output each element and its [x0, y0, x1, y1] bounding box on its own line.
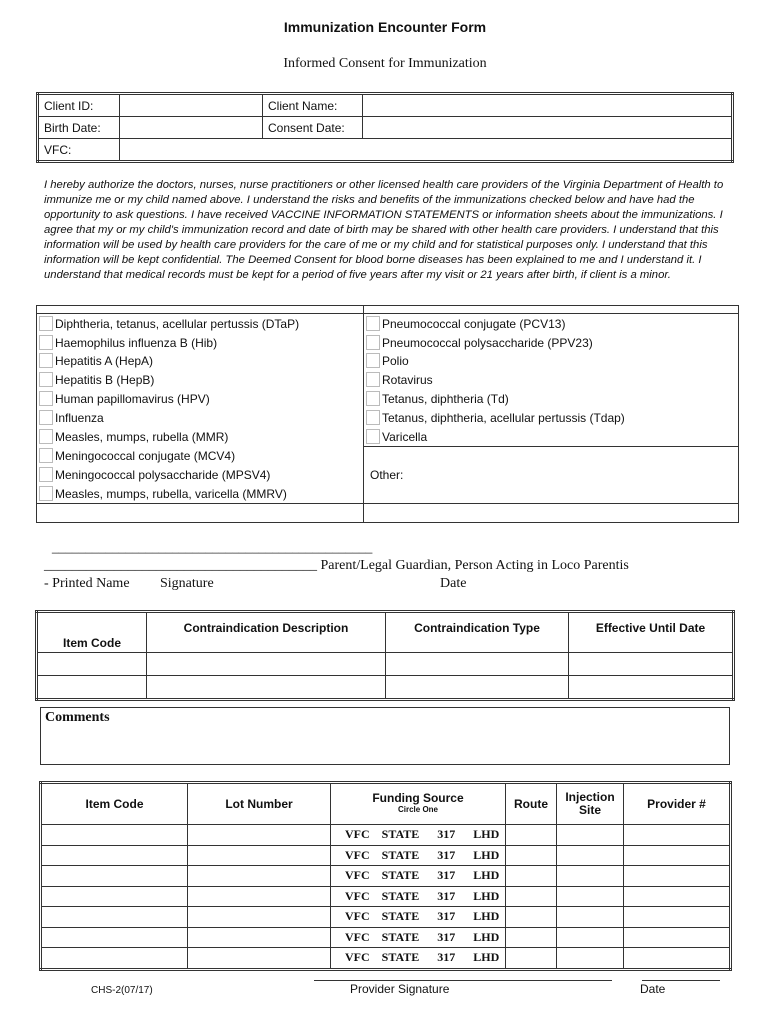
vaccine-label: Rotavirus	[382, 373, 433, 388]
vaccine-label: Measles, mumps, rubella, varicella (MMRV)	[55, 487, 287, 502]
vaccine-row	[37, 408, 364, 427]
type-header: Contraindication Type	[386, 612, 569, 653]
vaccine-row	[37, 333, 364, 352]
description-header: Contraindication Description	[147, 612, 386, 653]
vaccine-label: Haemophilus influenza B (Hib)	[55, 335, 218, 350]
comments-label: Comments	[45, 710, 110, 725]
birth-date-field[interactable]	[120, 117, 263, 139]
vaccine-table-top-right	[364, 306, 739, 314]
checkbox[interactable]	[366, 335, 380, 350]
funding-options[interactable]: VFC STATE 317 LHD	[331, 886, 506, 907]
vaccine-label: Diphtheria, tetanus, acellular pertussis (DTaP)	[55, 316, 300, 331]
provider-signature-line[interactable]	[314, 980, 612, 981]
funding-source-header	[331, 783, 506, 825]
table-row	[37, 676, 734, 700]
table-row	[41, 845, 731, 866]
vaccine-row	[364, 352, 739, 371]
table-row	[41, 886, 731, 907]
date-label: Date	[440, 576, 467, 591]
vaccine-label: Influenza	[55, 410, 104, 425]
vaccine-row	[364, 408, 739, 427]
vfc-field[interactable]	[120, 139, 733, 162]
provider-date-line[interactable]	[642, 980, 720, 981]
vaccine-label: Pneumococcal polysaccharide (PPV23)	[382, 335, 593, 350]
funding-options[interactable]: VFC STATE 317 LHD	[331, 825, 506, 846]
checkbox[interactable]	[366, 316, 380, 331]
vaccine-row	[364, 389, 739, 408]
signature-line-row	[44, 558, 629, 574]
vaccine-row	[37, 314, 364, 333]
checkbox[interactable]	[39, 429, 53, 444]
funding-source-label: Funding Source	[372, 791, 464, 805]
lot-number-header: Lot Number	[188, 783, 331, 825]
checkbox[interactable]	[366, 410, 380, 425]
checkbox[interactable]	[39, 316, 53, 331]
route-header: Route	[506, 783, 557, 825]
client-info-table	[36, 92, 734, 163]
comments-box[interactable]	[40, 707, 730, 765]
vaccine-row	[37, 427, 364, 446]
checkbox[interactable]	[366, 391, 380, 406]
table-row	[41, 825, 731, 846]
checkbox[interactable]	[366, 353, 380, 368]
vaccine-row	[364, 370, 739, 389]
consent-paragraph: I hereby authorize the doctors, nurses, nurse practitioners or other licensed health care providers of the Virginia Department of Health to immunize me or my child named above. I understand the risks and benefits of the immunizations checked below and have had the opportunity to ask questions. I have received VACCINE INFORMATION STATEMENTS or information sheets about the immunizations. I agree that my or my child's immunization record and date of birth may be shared with other health care providers. I understand that this information will be used by health care providers for the care of me or my child and for statistical purposes only. I understand that this information will be kept confidential. The Deemed Consent for blood borne diseases has been explained to me and I understand it. I understand that medical records must be kept for a period of five years after my visit or 21 years after birth, if client is a minor.	[44, 179, 724, 281]
funding-options[interactable]: VFC STATE 317 LHD	[331, 866, 506, 887]
table-row	[37, 653, 734, 676]
contraindication-table	[35, 610, 735, 701]
vaccine-row-empty	[364, 446, 739, 465]
vaccine-label: Tetanus, diphtheria, acellular pertussis (Tdap)	[382, 410, 625, 425]
injection-site-header: Injection Site	[557, 783, 624, 825]
vaccine-label: Measles, mumps, rubella (MMR)	[55, 429, 229, 444]
guardian-text: Parent/Legal Guardian, Person Acting in Loco Parentis	[320, 558, 629, 573]
circle-one-label: Circle One	[397, 805, 438, 814]
checkbox[interactable]	[39, 410, 53, 425]
table-row	[41, 948, 731, 970]
funding-options[interactable]: VFC STATE 317 LHD	[331, 907, 506, 928]
vaccine-label: Varicella	[382, 429, 428, 444]
vaccine-table	[36, 305, 739, 523]
administration-table	[39, 781, 732, 971]
funding-options[interactable]: VFC STATE 317 LHD	[331, 927, 506, 948]
vaccine-label: Tetanus, diphtheria (Td)	[382, 392, 509, 407]
vaccine-row	[37, 446, 364, 465]
vaccine-label: Hepatitis B (HepB)	[55, 373, 155, 388]
form-title: Immunization Encounter Form	[283, 19, 487, 35]
consent-date-field[interactable]	[363, 117, 733, 139]
funding-options[interactable]: VFC STATE 317 LHD	[331, 845, 506, 866]
admin-item-code-header: Item Code	[41, 783, 188, 825]
provider-signature-label: Provider Signature	[350, 982, 450, 996]
client-id-label: Client ID:	[38, 94, 120, 117]
vaccine-table-top-left	[37, 306, 364, 314]
other-row	[364, 465, 739, 484]
client-id-field[interactable]	[120, 94, 263, 117]
checkbox[interactable]	[366, 372, 380, 387]
vaccine-label: Meningococcal polysaccharide (MPSV4)	[55, 468, 271, 483]
table-row	[41, 866, 731, 887]
other-field[interactable]	[364, 484, 739, 503]
vaccine-label: Meningococcal conjugate (MCV4)	[55, 449, 236, 464]
provider-header: Provider #	[624, 783, 731, 825]
printed-name-label: - Printed Name	[44, 576, 130, 591]
funding-options[interactable]: VFC STATE 317 LHD	[331, 948, 506, 970]
vaccine-label: Polio	[382, 354, 409, 369]
vaccine-row	[37, 352, 364, 371]
vfc-label: VFC:	[38, 139, 120, 162]
client-name-label: Client Name:	[263, 94, 363, 117]
birth-date-label: Birth Date:	[38, 117, 120, 139]
checkbox[interactable]	[39, 467, 53, 482]
signature-line[interactable]: _______________________________________	[44, 558, 317, 573]
form-subtitle: Informed Consent for Immunization	[283, 56, 487, 71]
vaccine-row	[364, 333, 739, 352]
form-code: CHS-2(07/17)	[91, 985, 153, 996]
checkbox[interactable]	[39, 353, 53, 368]
signature-label: Signature	[160, 576, 214, 591]
checkbox[interactable]	[366, 429, 380, 444]
client-name-field[interactable]	[363, 94, 733, 117]
vaccine-row	[37, 484, 364, 503]
vaccine-row	[37, 465, 364, 484]
table-row	[41, 927, 731, 948]
vaccine-table-bottom-left	[37, 503, 364, 522]
vaccine-label: Human papillomavirus (HPV)	[55, 392, 210, 407]
vaccine-label: Pneumococcal conjugate (PCV13)	[382, 316, 566, 331]
checkbox[interactable]	[39, 391, 53, 406]
vaccine-table-bottom-right	[364, 503, 739, 522]
vaccine-row	[364, 314, 739, 333]
other-label: Other:	[370, 467, 404, 482]
vaccine-row	[37, 370, 364, 389]
effective-date-header: Effective Until Date	[569, 612, 734, 653]
table-row	[41, 907, 731, 928]
checkbox[interactable]	[39, 335, 53, 350]
checkbox[interactable]	[39, 486, 53, 501]
item-code-header: Item Code	[37, 612, 147, 653]
consent-date-label: Consent Date:	[263, 117, 363, 139]
checkbox[interactable]	[39, 372, 53, 387]
printed-name-line[interactable]: ________________________________________________	[52, 540, 373, 554]
checkbox[interactable]	[39, 448, 53, 463]
vaccine-label: Hepatitis A (HepA)	[55, 354, 154, 369]
vaccine-row	[37, 389, 364, 408]
provider-date-label: Date	[640, 982, 666, 996]
vaccine-row	[364, 427, 739, 446]
